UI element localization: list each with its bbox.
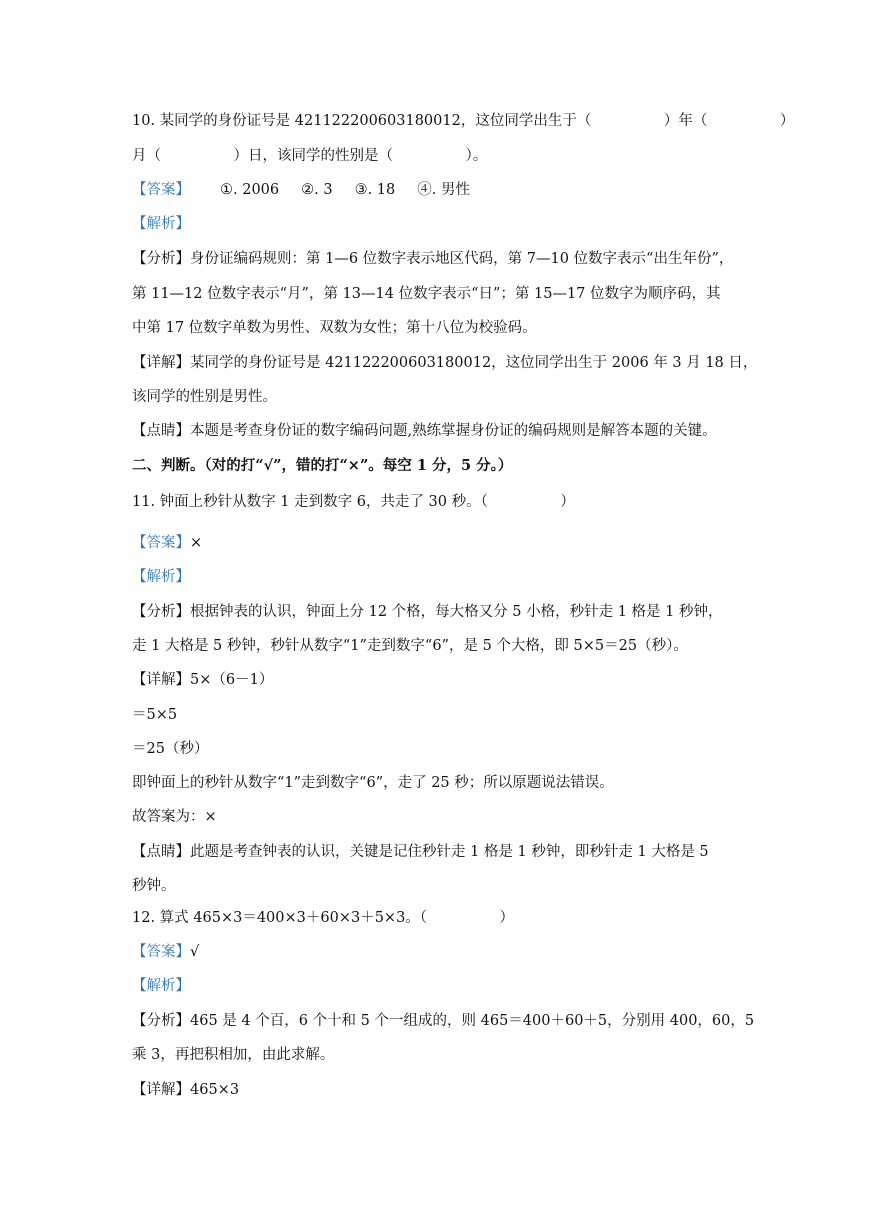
answer-value: × (190, 535, 203, 551)
q10-xiangjie-line: 【详解】某同学的身份证号是 421122200603180012，这位同学出生于 2006 年 3 月 18 日， (132, 355, 758, 371)
q10-fenxi-line: 第 11—12 位数字表示“月”，第 13—14 位数字表示“日”；第 15—17 位数字为顺序码，其 (132, 286, 721, 302)
q10-fenxi-line: 【分析】身份证编码规则：第 1—6 位数字表示地区代码，第 7—10 位数字表示“出生年份”， (132, 251, 734, 267)
answer-item: ①. 2006 (220, 182, 280, 198)
analysis-tag: 【解析】 (132, 978, 190, 994)
answer-item: ②. 3 (301, 182, 333, 198)
q11-xiangjie-line: 故答案为：× (132, 809, 217, 825)
q10-xiangjie-line: 该同学的性别是男性。 (132, 389, 277, 405)
section-heading: 二、判断。（对的打“√”，错的打“×”。每空 1 分，5 分。） (132, 457, 513, 474)
q10-fenxi-line: 中第 17 位数字单数为男性、双数为女性；第十八位为校验码。 (132, 320, 537, 336)
q12-fenxi-line: 【分析】465 是 4 个百，6 个十和 5 个一组成的，则 465＝400＋60＋5，分别用 400，60，5 (132, 1013, 755, 1029)
q11-fenxi-line: 走 1 大格是 5 秒钟，秒针从数字“1”走到数字“6”，是 5 个大格，即 5×5＝25（秒）。 (132, 638, 688, 654)
q12-xiangjie-line: 【详解】465×3 (132, 1082, 240, 1098)
answer-tag: 【答案】 (132, 182, 190, 198)
answer-tag: 【答案】 (132, 944, 190, 960)
answer-item: ④. 男性 (417, 182, 470, 198)
q11-xiangjie-line: ＝25（秒） (132, 741, 209, 757)
answer-value: √ (190, 944, 200, 960)
q10-stem-line2: 月（ ）日，该同学的性别是（ ）。 (132, 148, 488, 164)
analysis-tag: 【解析】 (132, 216, 190, 232)
q10-stem-line1: 10. 某同学的身份证号是 421122200603180012，这位同学出生于（ ）年（ ） (132, 113, 795, 129)
q12-fenxi-line: 乘 3，再把积相加，由此求解。 (132, 1047, 335, 1063)
q11-stem: 11. 钟面上秒针从数字 1 走到数字 6，共走了 30 秒。（ ） (132, 494, 575, 510)
q10-dianjing: 【点睛】本题是考查身份证的数字编码问题,熟练掌握身份证的编码规则是解答本题的关键。 (132, 423, 717, 439)
q11-xiangjie-line: 【详解】5×（6－1） (132, 672, 274, 688)
q10-answer-line (132, 180, 470, 200)
q11-dianjing-line: 【点睛】此题是考查钟表的认识，关键是记住秒针走 1 格是 1 秒钟，即秒针走 1 大格是 5 (132, 844, 709, 860)
answer-tag: 【答案】 (132, 535, 190, 551)
q12-answer-line (132, 942, 199, 962)
q11-xiangjie-line: 即钟面上的秒针从数字“1”走到数字“6”，走了 25 秒；所以原题说法错误。 (132, 775, 614, 791)
q11-xiangjie-line: ＝5×5 (132, 707, 178, 723)
q11-fenxi-line: 【分析】根据钟表的认识，钟面上分 12 个格，每大格又分 5 小格，秒针走 1 格是 1 秒钟， (132, 604, 723, 620)
q12-stem: 12. 算式 465×3＝400×3＋60×3＋5×3。（ ） (132, 910, 515, 926)
analysis-tag: 【解析】 (132, 569, 190, 585)
q11-dianjing-line: 秒钟。 (132, 878, 176, 894)
answer-item: ③. 18 (354, 182, 396, 198)
q11-answer-line (132, 533, 202, 553)
